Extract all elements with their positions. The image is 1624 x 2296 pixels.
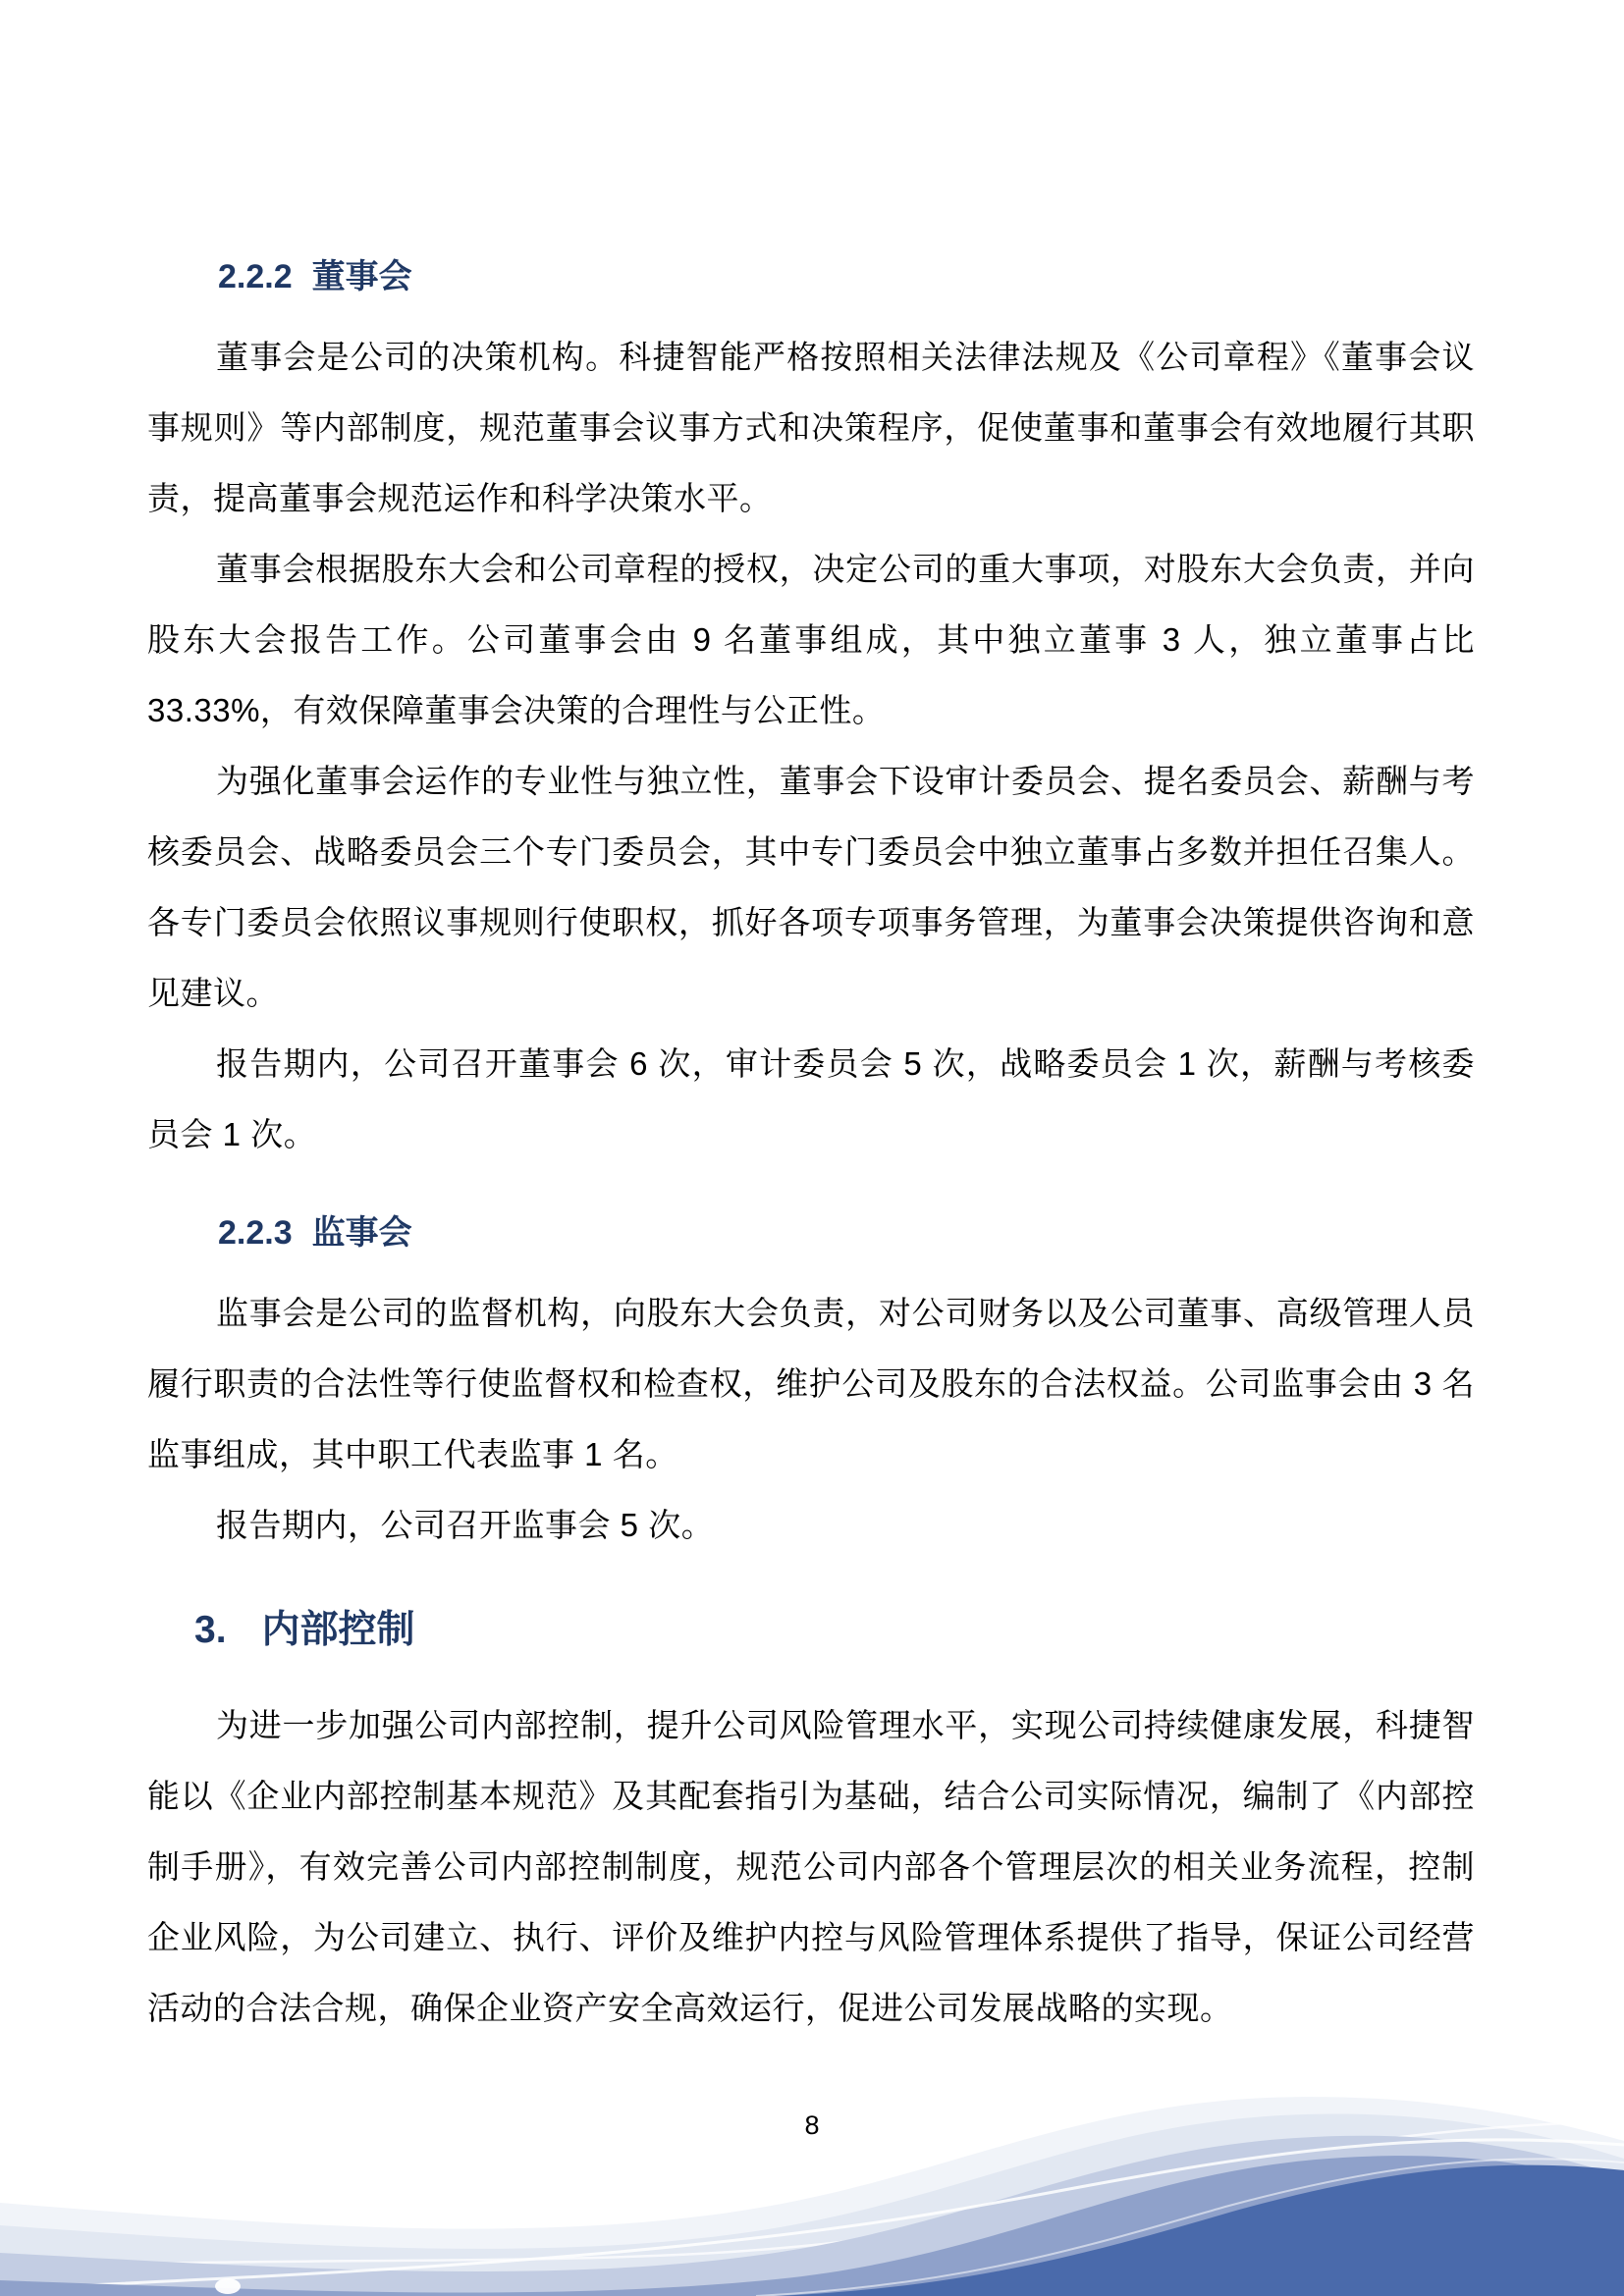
- heading-title: 内部控制: [261, 1609, 415, 1651]
- heading-internal-control: [147, 1604, 1475, 1657]
- heading-title: 监事会: [311, 1214, 412, 1252]
- heading-title: 董事会: [311, 258, 412, 295]
- heading-number: 2.2.2: [218, 258, 293, 295]
- paragraph-internal-control: 为进一步加强公司内部控制，提升公司风险管理水平，实现公司持续健康发展，科捷智能以《企业内部控制基本规范》及其配套指引为基础，结合公司实际情况，编制了《内部控制手册》，有效完善公司内部控制制度，规范公司内部各个管理层次的相关业务流程，控制企业风险，为公司建立、执行、评价及维护内控与风险管理体系提供了指导，保证公司经营活动的合法合规，确保企业资产安全高效运行，促进公司发展战略的实现。: [147, 1707, 1475, 2026]
- paragraph-board-composition: 董事会根据股东大会和公司章程的授权，决定公司的重大事项，对股东大会负责，并向股东大会报告工作。公司董事会由 9 名董事组成，其中独立董事 3 人，独立董事占比 33.33%，有效保障董事会决策的合理性与公正性。: [147, 551, 1475, 728]
- paragraph-board-role: 董事会是公司的决策机构。科捷智能严格按照相关法律法规及《公司章程》《董事会议事规则》等内部制度，规范董事会议事方式和决策程序，促使董事和董事会有效地履行其职责，提高董事会规范运作和科学决策水平。: [147, 339, 1475, 516]
- paragraph-supervisory-meetings: 报告期内，公司召开监事会 5 次。: [216, 1507, 715, 1543]
- footer-wave-decoration: [0, 2060, 1624, 2296]
- wave-dot: [215, 2278, 241, 2294]
- paragraph-board-committees: 为强化董事会运作的专业性与独立性，董事会下设审计委员会、提名委员会、薪酬与考核委员会、战略委员会三个专门委员会，其中专门委员会中独立董事占多数并担任召集人。各专门委员会依照议事规则行使职权，抓好各项专项事务管理，为董事会决策提供咨询和意见建议。: [147, 763, 1475, 1011]
- heading-supervisory-board: [147, 1209, 1475, 1256]
- heading-number: 2.2.3: [218, 1214, 293, 1252]
- heading-board-of-directors: [147, 253, 1475, 300]
- paragraph-supervisory-role: 监事会是公司的监督机构，向股东大会负责，对公司财务以及公司董事、高级管理人员履行职责的合法性等行使监督权和检查权，维护公司及股东的合法权益。公司监事会由 3 名监事组成，其中职工代表监事 1 名。: [147, 1295, 1475, 1472]
- paragraph-board-meetings: 报告期内，公司召开董事会 6 次，审计委员会 5 次，战略委员会 1 次，薪酬与考核委员会 1 次。: [147, 1045, 1475, 1152]
- page-number: 8: [804, 2110, 820, 2140]
- document-body: [147, 253, 1475, 2044]
- heading-number: 3.: [194, 1609, 227, 1651]
